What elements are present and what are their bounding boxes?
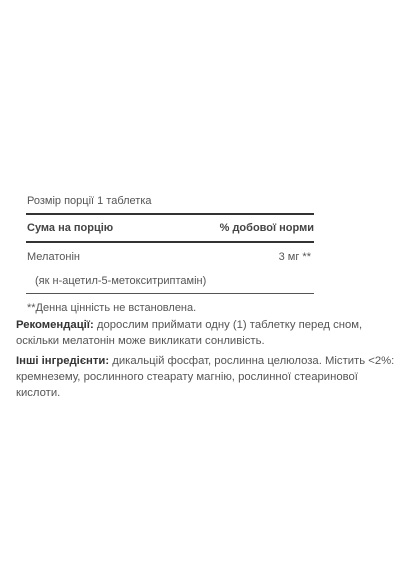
nutrient-name: Мелатонін	[27, 251, 80, 263]
nutrient-amount: 3 мг **	[278, 251, 311, 263]
recommendations-text: дорослим приймати одну (1) таблетку перед сном, оскільки мелатонін може викликати сонливість.	[16, 319, 363, 347]
other-ingredients-text: дикальцій фосфат, рослинна целюлоза. Містить <2%: кремнезему, рослинного стеарату магнію, рослинної стеаринової кислоти.	[16, 355, 395, 399]
other-ingredients-label: Інші інгредієнти:	[16, 355, 110, 367]
facts-header-row	[26, 215, 314, 243]
nutrient-detail: (як н-ацетил-5-метокситриптамін)	[26, 268, 314, 294]
recommendations-label: Рекомендації:	[16, 319, 94, 331]
supplement-facts-table	[26, 192, 314, 314]
recommendations-paragraph	[16, 318, 396, 350]
serving-size: Розмір порції 1 таблетка	[26, 192, 314, 215]
daily-value-footnote: **Денна цінність не встановлена.	[27, 302, 197, 314]
daily-value-header: % добової норми	[219, 222, 314, 234]
other-ingredients-paragraph	[16, 354, 396, 401]
nutrient-row-melatonin	[26, 243, 314, 268]
amount-per-serving-header: Сума на порцію	[27, 222, 114, 234]
